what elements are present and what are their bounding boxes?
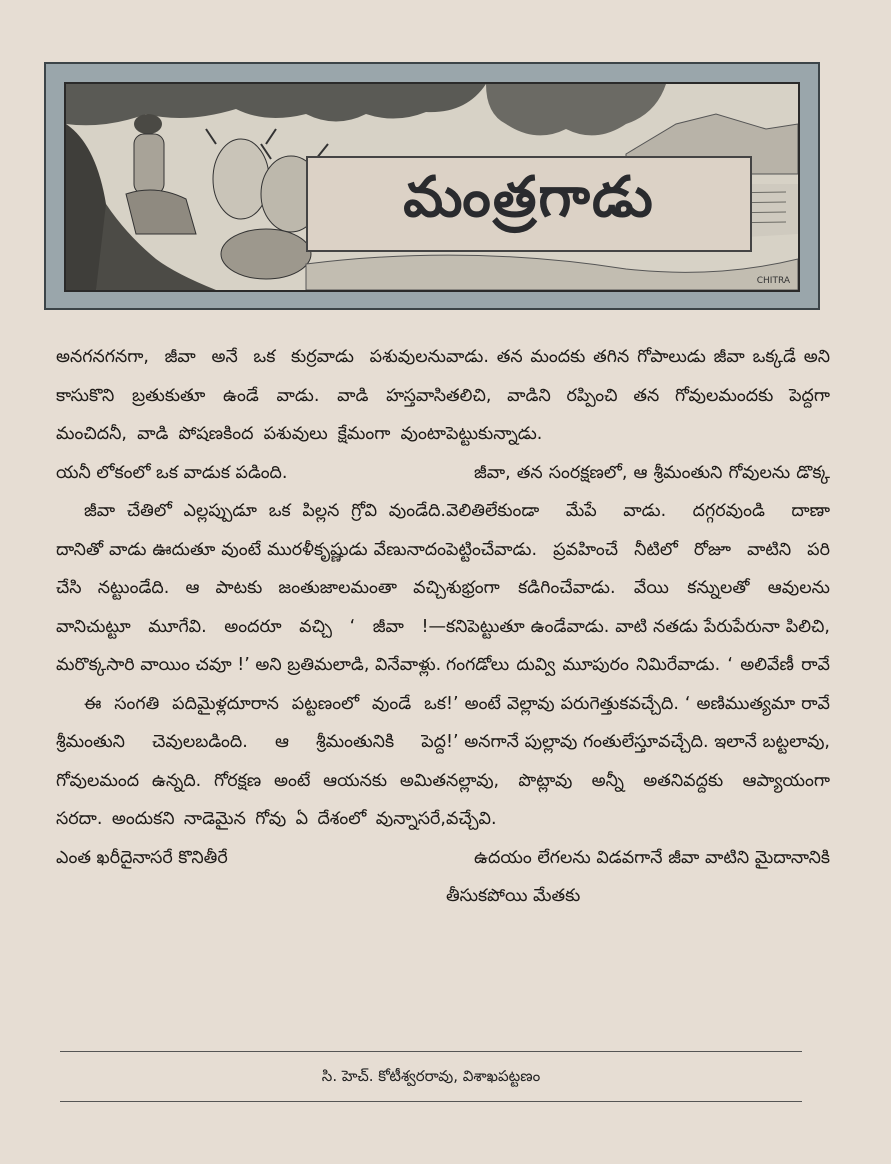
right-column	[446, 338, 830, 916]
footer-rule-bottom	[60, 1101, 802, 1102]
paragraph: జీవా చేతిలో ఎల్లప్పుడూ ఒక పిల్లన గ్రోవి వుండేది. దానితో వాడు ఊదుతూ వుంటే మురళీకృష్ణుడు వేణునాదం చేసి నట్టుండేది. ఆ పాటకు జంతుజాలమంతా వచ్చి వానిచుట్టూ మూగేవి. అందరూ వచ్చి ‘ జీవా !—మరొక్కసారి వాయిం చవూ !’ అని బ్రతిమలాడి, వినేవాళ్లు.	[56, 501, 446, 675]
header-illustration	[44, 62, 820, 310]
footer-rule-top	[60, 1051, 802, 1052]
title-box	[306, 156, 752, 252]
left-column	[56, 338, 446, 877]
pastoral-scene-image	[64, 82, 800, 292]
paragraph: జీవా, తన సంరక్షణలో, ఆ శ్రీమంతుని గోవులను డొక్క వెలితిలేకుండా మేపే వాడు. దగ్గరవుండి దాణా పెట్టించేవాడు. ప్రవహించే నీటిలో రోజూ వాటిని పరి శుభ్రంగా కడిగించేవాడు. వేయి కన్నులతో ఆవులను కనిపెట్టుతూ ఉండేవాడు. వాటి నతడు పేరుపేరునా పిలిచి, గంగడోలు దువ్వి మూపురం నిమిరేవాడు. ‘ అలివేణీ రావే !’ అంటే వెల్లావు పరుగెత్తుకవచ్చేది. ‘ అణిముత్యమా రావే !’ అనగానే పుల్లావు గంతులేస్తూవచ్చేది. ఇలానే బట్టలావు, నల్లావు, పొట్లావు అన్నీ అతనివద్దకు ఆప్యాయంగా వచ్చేవి.	[446, 462, 830, 829]
paragraph: వాడు. తన మందకు తగిన గోపాలుడు జీవా ఒక్కడే అని తలిచి, వాడిని రప్పించి తన గోవులమందకు పెద్దగా పెట్టుకున్నాడు.	[446, 347, 830, 444]
author-credit: సి. హెచ్. కోటీశ్వరరావు, విశాఖపట్టణం	[321, 1067, 541, 1085]
paragraph: ఉదయం లేగలను విడవగానే జీవా వాటిని మైదానానికి తీసుకపోయి మేతకు	[446, 847, 830, 906]
artist-signature: CHITRA	[756, 276, 790, 286]
story-title: మంత్రగాడు	[403, 164, 655, 230]
paragraph: అనగనగనగా, జీవా అనే ఒక కుర్రవాడు పశువులను కాసుకొని బ్రతుకుతూ ఉండే వాడు. వాడి హస్తవాసి మంచిదనీ, వాడి పోషణకింద పశువులు క్షేమంగా వుంటా యనీ లోకంలో ఒక వాడుక పడింది.	[56, 347, 446, 483]
paragraph: ఈ సంగతి పదిమైళ్లదూరాన పట్టణంలో వుండే ఒక శ్రీమంతుని చెవులబడింది. ఆ శ్రీమంతునికి పెద్ద గోవులమంద ఉన్నది. గోరక్షణ అంటే ఆయనకు అమిత సరదా. అందుకని నాడెమైన గోవు ఏ దేశంలో వున్నాసరే, ఎంత ఖరీదైనాసరే కొనితీరే	[56, 693, 446, 868]
